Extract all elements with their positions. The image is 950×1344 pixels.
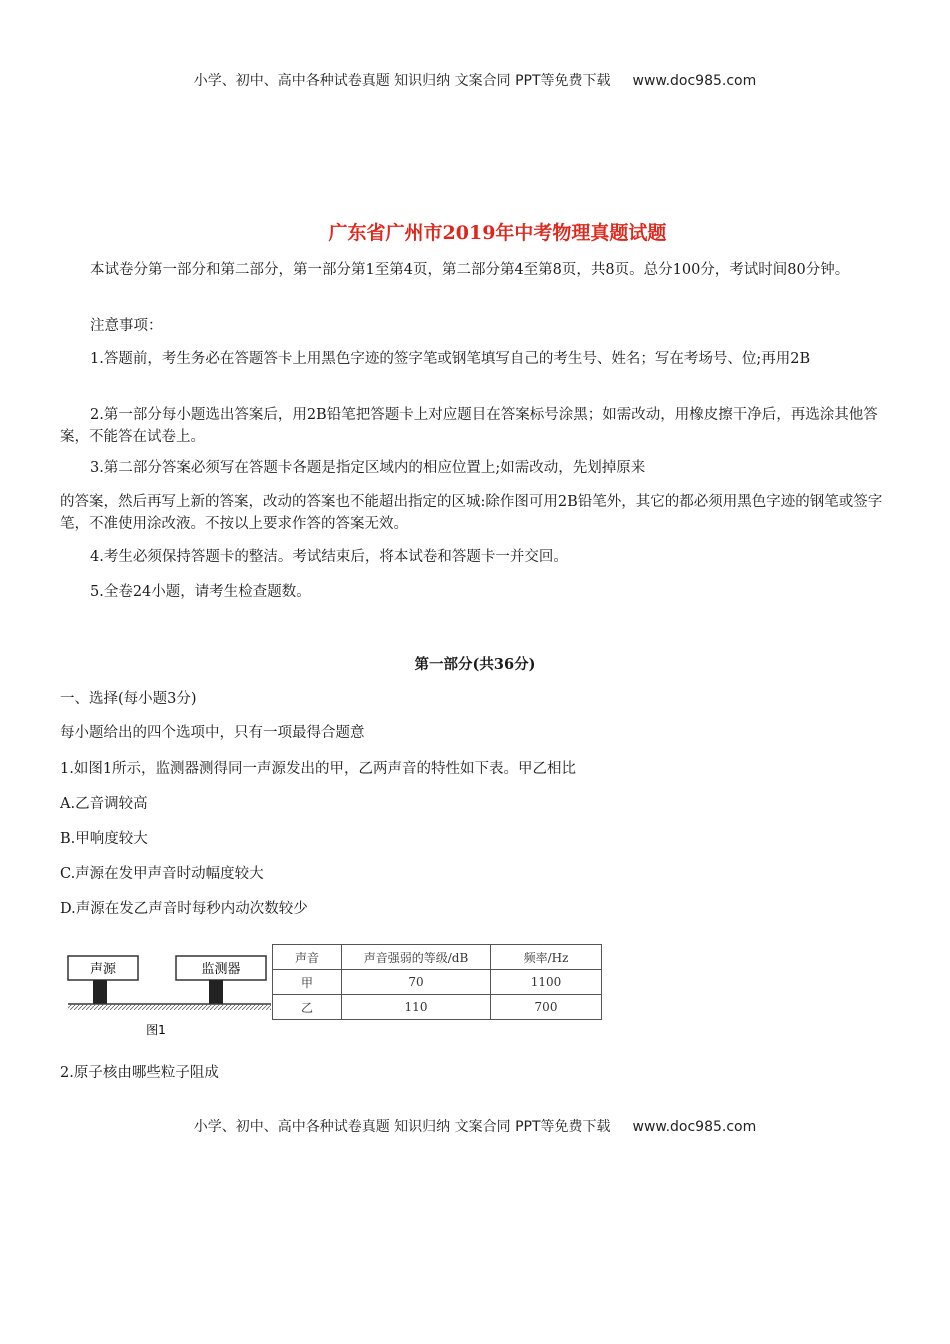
notice-item: 1.答题前，考生务必在答题答卡上用黑色字迹的签字笔或钢笔填写自己的考生号、姓名；写在考场号、位;再用2B [90,351,811,367]
intro-paragraph: 本试卷分第一部分和第二部分，第一部分第1至第4页，第二部分第4至第8页，共8页。总分100分，考试时间80分钟。 [90,262,850,278]
notice-item: 的答案，然后再写上新的答案，改动的答案也不能超出指定的区城:除作图可用2B铅笔外，其它的都必须用黑色字迹的钢笔或签字笔，不准使用涂改液。不按以上要求作答的答案无效。 [60,494,883,532]
question-1-stem: 1.如图1所示，监测器测得同一声源发出的甲，乙两声音的特性如下表。甲乙相比 [60,761,577,777]
footer-text: 小学、初中、高中各种试卷真题 知识归纳 文案合同 PPT等免费下载 [193,1119,611,1135]
question-1-option-c: C.声源在发甲声音时动幅度较大 [60,866,264,882]
section-description: 每小题给出的四个选项中，只有一项最得合题意 [60,725,365,741]
monitor-stand [209,980,223,1004]
notice-title: 注意事项： [90,318,163,334]
sound-data-table [272,944,602,1020]
notice-item: 2.第一部分每小题选出答案后，用2B铅笔把答题卡上对应题目在答案标号涂黑；如需改动，用橡皮擦干净后，再选涂其他答案，不能答在试卷上。 [60,407,878,445]
figure-caption: 图1 [146,1023,166,1037]
page-title: 广东省广州市2019年中考物理真题试题 [328,222,667,244]
question-1-option-b: B.甲响度较大 [60,831,148,847]
notice-item: 4.考生必须保持答题卡的整洁。考试结束后，将本试卷和答题卡一并交回。 [90,549,568,565]
question-2-stem: 2.原子核由哪些粒子阻成 [60,1065,219,1081]
table-row [273,995,602,1020]
table-row [273,970,602,995]
table-header-cell: 声音强弱的等级/dB [342,945,491,970]
notice-item: 5.全卷24小题，请考生检查题数。 [90,584,311,600]
question-1-option-d: D.声源在发乙声音时每秒内动次数较少 [60,901,308,917]
page-footer [0,1116,950,1136]
table-cell: 110 [342,995,491,1020]
question-1-option-a: A.乙音调较高 [60,796,148,812]
footer-site: www.doc985.com [632,1119,757,1135]
header-text: 小学、初中、高中各种试卷真题 知识归纳 文案合同 PPT等免费下载 [193,73,611,89]
section-heading: 一、选择(每小题3分) [60,691,197,707]
sound-source-label: 声源 [89,962,117,977]
notice-item: 3.第二部分答案必须写在答题卡各题是指定区域内的相应位置上;如需改动，先划掉原来 [90,460,646,476]
ground-hatch [68,1004,271,1010]
table-header-cell: 频率/Hz [491,945,602,970]
table-header-row [273,945,602,970]
table-cell: 70 [342,970,491,995]
part-title: 第一部分(共36分) [414,656,536,673]
source-stand [93,980,107,1004]
monitor-label: 监测器 [201,962,241,977]
header-site: www.doc985.com [632,73,757,89]
table-cell: 1100 [491,970,602,995]
table-cell: 700 [491,995,602,1020]
table-cell: 甲 [273,970,342,995]
table-cell: 乙 [273,995,342,1020]
table-header-cell: 声音 [273,945,342,970]
page-header [0,70,950,90]
